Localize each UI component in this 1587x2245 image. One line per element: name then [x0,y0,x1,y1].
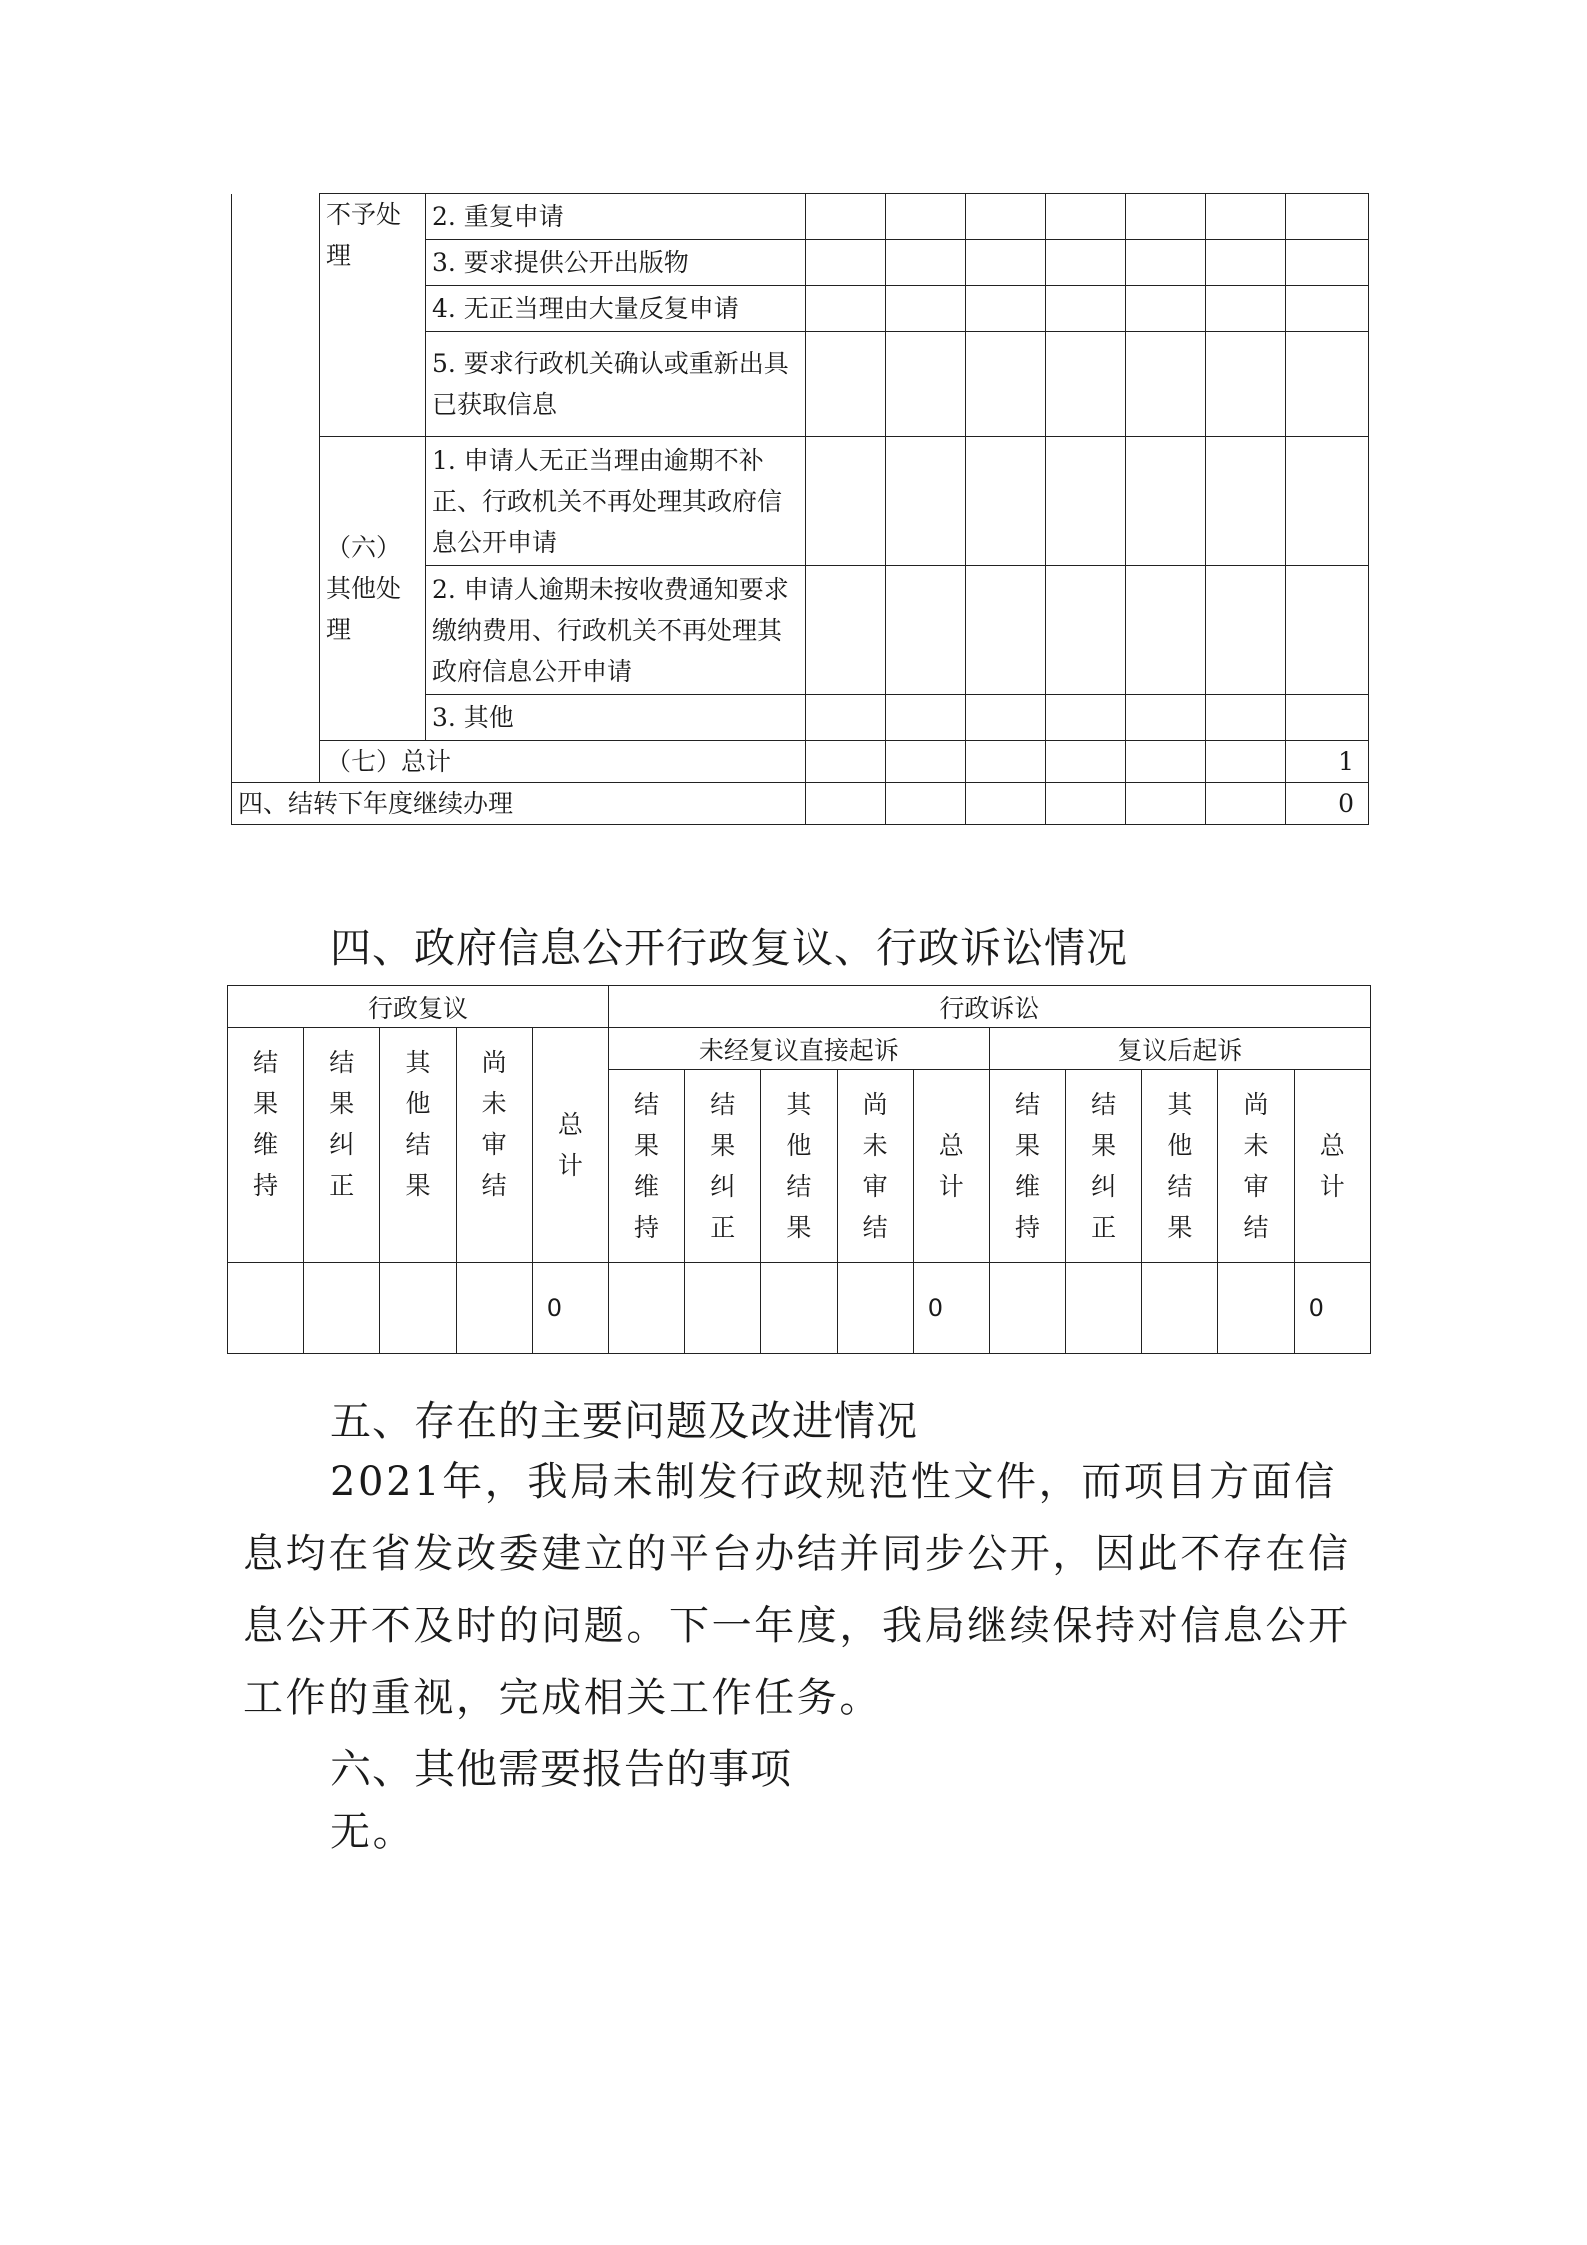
table-row [228,1028,1371,1070]
section-5-heading: 五、存在的主要问题及改进情况 [330,1397,918,1445]
table-row [232,194,1369,240]
row-total [1286,566,1369,695]
after-total-value: 0 [1294,1263,1370,1354]
header-after-review: 复议后起诉 [989,1028,1370,1070]
row-desc: 2. 重复申请 [426,194,806,240]
application-handling-table [231,193,1369,825]
row-total [1286,437,1369,566]
review-correct-value [304,1263,380,1354]
total-label: （七）总计 [320,741,806,783]
col-direct-other: 其 他 结 果 [761,1070,837,1263]
col-after-correct: 结 果 纠 正 [1066,1070,1142,1263]
review-maintain-value [228,1263,304,1354]
table-row [228,1263,1371,1354]
row-desc: 4. 无正当理由大量反复申请 [426,286,806,332]
table-row [232,437,1369,566]
review-other-value [380,1263,456,1354]
review-litigation-table [227,985,1371,1354]
col-after-pending: 尚 未 审 结 [1218,1070,1294,1263]
col-review-pending: 尚 未 审 结 [456,1028,532,1263]
category-refuse-label: 不予处理 [320,194,426,437]
header-direct: 未经复议直接起诉 [608,1028,989,1070]
category-other-label: （六）其他处理 [320,437,426,741]
outer-category-cell [232,741,320,783]
direct-maintain-value [608,1263,684,1354]
direct-pending-value [837,1263,913,1354]
after-maintain-value [989,1263,1065,1354]
col-direct-correct: 结 果 纠 正 [685,1070,761,1263]
carryover-value: 0 [1286,783,1369,825]
col-review-other: 其 他 结 果 [380,1028,456,1263]
direct-other-value [761,1263,837,1354]
section-4-heading: 四、政府信息公开行政复议、行政诉讼情况 [330,924,1128,972]
row-total [1286,240,1369,286]
row-desc: 1. 申请人无正当理由逾期不补正、行政机关不再处理其政府信息公开申请 [426,437,806,566]
row-total [1286,332,1369,437]
outer-category-cell [232,194,320,741]
header-review: 行政复议 [228,986,609,1028]
row-total [1286,194,1369,240]
section-5-paragraph: 2021年，我局未制发行政规范性文件，而项目方面信息均在省发改委建立的平台办结并同步公开，因此不存在信息公开不及时的问题。下一年度，我局继续保持对信息公开工作的重视，完成相关工作任务。 [243,1459,1351,1721]
col-after-total: 总 计 [1294,1070,1370,1263]
after-other-value [1142,1263,1218,1354]
col-direct-pending: 尚 未 审 结 [837,1070,913,1263]
row-desc: 3. 要求提供公开出版物 [426,240,806,286]
table-row [232,783,1369,825]
row-desc: 5. 要求行政机关确认或重新出具已获取信息 [426,332,806,437]
after-correct-value [1066,1263,1142,1354]
section-6-heading: 六、其他需要报告的事项 [330,1745,792,1793]
table-row [232,741,1369,783]
review-total-value: 0 [532,1263,608,1354]
col-direct-total: 总 计 [913,1070,989,1263]
after-pending-value [1218,1263,1294,1354]
header-litigation: 行政诉讼 [608,986,1370,1028]
row-desc: 3. 其他 [426,695,806,741]
col-direct-maintain: 结 果 维 持 [608,1070,684,1263]
direct-total-value: 0 [913,1263,989,1354]
col-review-correct: 结 果 纠 正 [304,1028,380,1263]
row-desc: 2. 申请人逾期未按收费通知要求缴纳费用、行政机关不再处理其政府信息公开申请 [426,566,806,695]
row-total [1286,286,1369,332]
col-after-other: 其 他 结 果 [1142,1070,1218,1263]
carryover-label: 四、结转下年度继续办理 [232,783,806,825]
col-review-total: 总 计 [532,1028,608,1263]
col-after-maintain: 结 果 维 持 [989,1070,1065,1263]
grand-total-value: 1 [1286,741,1369,783]
col-review-maintain: 结 果 维 持 [228,1028,304,1263]
row-total [1286,695,1369,741]
table-row [228,986,1371,1028]
review-pending-value [456,1263,532,1354]
direct-correct-value [685,1263,761,1354]
section-6-paragraph: 无。 [330,1809,416,1855]
